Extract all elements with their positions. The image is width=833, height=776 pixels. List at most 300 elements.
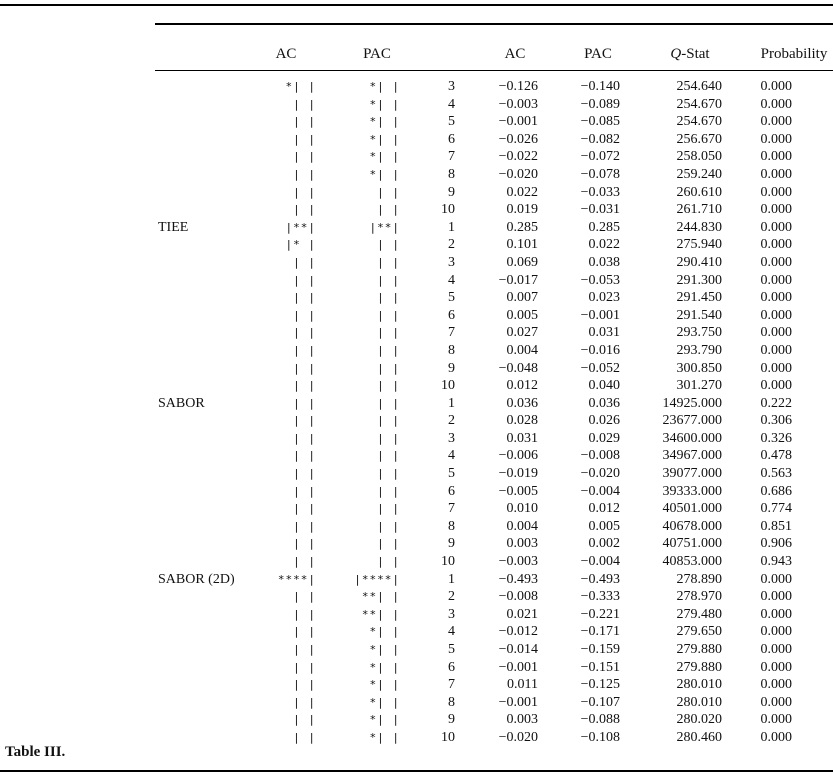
pac-value-cell: 0.002 — [588, 536, 620, 552]
probability-cell: 0.000 — [760, 325, 792, 341]
probability-cell: 0.000 — [760, 114, 792, 130]
series-label: SABOR (2D) — [158, 571, 235, 587]
ac-value-cell: 0.101 — [506, 237, 538, 253]
pac-value-cell: −0.033 — [580, 184, 620, 200]
probability-cell: 0.000 — [760, 219, 792, 235]
ac-correlogram-cell: | | — [293, 660, 316, 674]
table-row — [0, 324, 833, 342]
pac-value-cell: 0.012 — [588, 501, 620, 517]
bottom-rule — [0, 770, 833, 772]
probability-cell: 0.851 — [760, 518, 792, 534]
probability-cell: 0.000 — [760, 624, 792, 640]
probability-cell: 0.326 — [760, 430, 792, 446]
pac-correlogram-cell: *| | — [369, 678, 400, 692]
lag-cell: 2 — [448, 237, 455, 253]
ac-correlogram-cell: | | — [293, 396, 316, 410]
ac-value-cell: 0.019 — [506, 202, 538, 218]
ac-value-cell: 0.022 — [506, 184, 538, 200]
probability-cell: 0.306 — [760, 413, 792, 429]
pac-correlogram-cell: **| | — [361, 607, 400, 621]
pac-correlogram-cell: *| | — [369, 713, 400, 727]
ac-value-cell: 0.010 — [506, 501, 538, 517]
probability-cell: 0.000 — [760, 149, 792, 165]
table-row — [0, 447, 833, 465]
pac-correlogram-cell: | | — [377, 308, 400, 322]
lag-cell: 10 — [441, 202, 455, 218]
header-pac: PAC — [584, 46, 612, 62]
probability-cell: 0.000 — [760, 642, 792, 657]
lag-cell: 8 — [448, 166, 455, 182]
lag-cell: 1 — [448, 571, 455, 587]
ac-value-cell: 0.027 — [506, 325, 538, 341]
probability-cell: 0.000 — [760, 184, 792, 200]
pac-value-cell: 0.023 — [588, 290, 620, 306]
lag-cell: 3 — [448, 606, 455, 622]
ac-value-cell: −0.026 — [498, 131, 538, 147]
lag-cell: 5 — [448, 290, 455, 306]
ac-value-cell: −0.126 — [498, 79, 538, 94]
ac-value-cell: 0.021 — [506, 606, 538, 622]
table-row — [0, 254, 833, 272]
pac-correlogram-cell: |****| — [354, 572, 400, 586]
pac-correlogram-cell: *| | — [369, 80, 400, 93]
table-row — [0, 659, 833, 677]
probability-cell: 0.906 — [760, 536, 792, 552]
ac-value-cell: 0.011 — [507, 677, 538, 693]
header-probability: Probability — [760, 46, 828, 62]
pac-value-cell: −0.333 — [580, 589, 620, 605]
ac-value-cell: −0.017 — [498, 272, 538, 288]
table-row — [0, 518, 833, 536]
pac-correlogram-cell: | | — [377, 396, 400, 410]
q-stat-cell: 278.890 — [676, 571, 722, 587]
table-row — [0, 236, 833, 254]
probability-cell: 0.478 — [760, 448, 792, 464]
lag-cell: 4 — [448, 96, 455, 112]
q-stat-cell: 293.790 — [676, 342, 722, 358]
pac-correlogram-cell: | | — [377, 379, 400, 393]
table-row — [0, 588, 833, 606]
probability-cell: 0.774 — [760, 501, 792, 517]
q-stat-cell: 40501.000 — [662, 501, 722, 517]
table-row — [0, 289, 833, 307]
lag-cell: 8 — [448, 342, 455, 358]
pac-value-cell: −0.031 — [580, 202, 620, 218]
pac-value-cell: −0.020 — [580, 466, 620, 482]
ac-value-cell: −0.005 — [498, 483, 538, 499]
probability-cell: 0.563 — [760, 466, 792, 482]
q-stat-cell: 256.670 — [676, 131, 722, 147]
pac-value-cell: −0.151 — [580, 659, 620, 675]
pac-correlogram-cell: | | — [377, 414, 400, 428]
pac-correlogram-cell: *| | — [369, 132, 400, 146]
lag-cell: 6 — [448, 307, 455, 323]
q-stat-cell: 290.410 — [676, 254, 722, 270]
ac-correlogram-cell: | | — [293, 291, 316, 305]
table-caption: Table III. — [5, 744, 66, 760]
probability-cell: 0.000 — [760, 307, 792, 323]
pac-value-cell: −0.493 — [580, 571, 620, 587]
probability-cell: 0.000 — [760, 290, 792, 306]
pac-value-cell: 0.005 — [588, 518, 620, 534]
lag-cell: 7 — [448, 501, 455, 517]
ac-value-cell: −0.493 — [498, 571, 538, 587]
probability-cell: 0.686 — [760, 483, 792, 499]
pac-correlogram-cell: | | — [377, 502, 400, 516]
q-stat-cell: 291.540 — [676, 307, 722, 323]
q-stat-cell: 261.710 — [676, 202, 722, 218]
pac-correlogram-cell: | | — [377, 449, 400, 463]
table-row — [0, 219, 833, 237]
q-stat-cell: 280.010 — [676, 677, 722, 693]
table-row — [0, 553, 833, 571]
header-q-stat-q: Q — [670, 46, 682, 62]
q-stat-cell: 260.610 — [676, 184, 722, 200]
q-stat-cell: 278.970 — [676, 589, 722, 605]
pac-value-cell: −0.088 — [580, 712, 620, 728]
ac-value-cell: −0.001 — [498, 114, 538, 130]
ac-correlogram-cell: | | — [293, 97, 316, 111]
ac-correlogram-cell: *| | — [285, 80, 316, 93]
ac-correlogram-cell: | | — [293, 150, 316, 164]
q-stat-cell: 300.850 — [676, 360, 722, 376]
ac-correlogram-cell: | | — [293, 519, 316, 533]
pac-correlogram-cell: *| | — [369, 730, 400, 744]
ac-value-cell: 0.004 — [506, 518, 538, 534]
q-stat-cell: 40678.000 — [662, 518, 722, 534]
ac-correlogram-cell: | | — [293, 555, 316, 569]
lag-cell: 1 — [448, 395, 455, 411]
lag-cell: 4 — [448, 624, 455, 640]
probability-cell: 0.000 — [760, 694, 792, 710]
ac-value-cell: −0.020 — [498, 729, 538, 745]
pac-value-cell: −0.159 — [580, 642, 620, 657]
table-row — [0, 131, 833, 149]
lag-cell: 3 — [448, 254, 455, 270]
pac-value-cell: −0.001 — [580, 307, 620, 323]
lag-cell: 4 — [448, 448, 455, 464]
pac-correlogram-cell: *| | — [369, 97, 400, 111]
ac-value-cell: 0.031 — [506, 430, 538, 446]
probability-cell: 0.000 — [760, 272, 792, 288]
ac-value-cell: −0.014 — [498, 642, 538, 657]
pac-value-cell: −0.053 — [580, 272, 620, 288]
lag-cell: 7 — [448, 677, 455, 693]
table-row — [0, 676, 833, 694]
table-row — [0, 694, 833, 712]
ac-correlogram-cell: | | — [293, 502, 316, 516]
pac-value-cell: −0.107 — [580, 694, 620, 710]
table-row — [0, 96, 833, 114]
lag-cell: 5 — [448, 114, 455, 130]
pac-correlogram-cell: *| | — [369, 643, 400, 656]
pac-value-cell: 0.026 — [588, 413, 620, 429]
lag-cell: 10 — [441, 554, 455, 570]
q-stat-cell: 23677.000 — [662, 413, 722, 429]
ac-value-cell: −0.001 — [498, 694, 538, 710]
ac-value-cell: 0.285 — [506, 219, 538, 235]
pac-correlogram-cell: |**| — [369, 220, 400, 234]
pac-correlogram-cell: *| | — [369, 150, 400, 164]
q-stat-cell: 293.750 — [676, 325, 722, 341]
probability-cell: 0.000 — [760, 96, 792, 112]
ac-correlogram-cell: | | — [293, 643, 316, 656]
table-row — [0, 412, 833, 430]
header-ac: AC — [504, 46, 526, 62]
ac-correlogram-cell: | | — [293, 115, 316, 129]
q-stat-cell: 279.880 — [676, 642, 722, 657]
ac-correlogram-cell: | | — [293, 203, 316, 217]
pac-correlogram-cell: | | — [377, 238, 400, 252]
probability-cell: 0.000 — [760, 712, 792, 728]
probability-cell: 0.000 — [760, 202, 792, 218]
pac-correlogram-cell: *| | — [369, 115, 400, 129]
q-stat-cell: 40751.000 — [662, 536, 722, 552]
pac-value-cell: −0.004 — [580, 483, 620, 499]
ac-value-cell: 0.003 — [506, 536, 538, 552]
probability-cell: 0.000 — [760, 571, 792, 587]
q-stat-cell: 258.050 — [676, 149, 722, 165]
pac-value-cell: −0.089 — [580, 96, 620, 112]
probability-cell: 0.943 — [760, 554, 792, 570]
lag-cell: 6 — [448, 659, 455, 675]
pac-correlogram-cell: | | — [377, 255, 400, 269]
lag-cell: 5 — [448, 466, 455, 482]
ac-value-cell: −0.001 — [498, 659, 538, 675]
table-row — [0, 535, 833, 553]
q-stat-cell: 254.670 — [676, 114, 722, 130]
q-stat-cell: 279.880 — [676, 659, 722, 675]
top-rule — [0, 4, 833, 6]
table-row — [0, 201, 833, 219]
lag-cell: 3 — [448, 79, 455, 94]
pac-value-cell: −0.078 — [580, 166, 620, 182]
ac-value-cell: 0.036 — [506, 395, 538, 411]
pac-value-cell: −0.171 — [580, 624, 620, 640]
ac-correlogram-cell: | | — [293, 537, 316, 551]
probability-cell: 0.000 — [760, 360, 792, 376]
pac-correlogram-cell: | | — [377, 555, 400, 569]
q-stat-cell: 291.450 — [676, 290, 722, 306]
ac-value-cell: −0.006 — [498, 448, 538, 464]
pac-value-cell: 0.031 — [588, 325, 620, 341]
probability-cell: 0.000 — [760, 254, 792, 270]
table-body — [0, 78, 833, 747]
lag-cell: 1 — [448, 219, 455, 235]
pac-value-cell: 0.029 — [588, 430, 620, 446]
table-row — [0, 729, 833, 747]
table-row — [0, 166, 833, 184]
lag-cell: 2 — [448, 589, 455, 605]
pac-correlogram-cell: | | — [377, 467, 400, 481]
lag-cell: 6 — [448, 131, 455, 147]
table-row — [0, 184, 833, 202]
table-row — [0, 307, 833, 325]
lag-cell: 8 — [448, 694, 455, 710]
ac-correlogram-cell: | | — [293, 467, 316, 481]
pac-value-cell: 0.285 — [588, 219, 620, 235]
pac-value-cell: 0.022 — [588, 237, 620, 253]
ac-correlogram-cell: | | — [293, 625, 316, 639]
pac-correlogram-cell: **| | — [361, 590, 400, 604]
pac-correlogram-cell: | | — [377, 343, 400, 357]
ac-correlogram-cell: | | — [293, 590, 316, 604]
probability-cell: 0.000 — [760, 659, 792, 675]
header-q-stat-rest: -Stat — [681, 46, 710, 62]
pac-correlogram-cell: | | — [377, 185, 400, 199]
lag-cell: 6 — [448, 483, 455, 499]
pac-value-cell: 0.038 — [588, 254, 620, 270]
pac-correlogram-cell: *| | — [369, 695, 400, 709]
probability-cell: 0.000 — [760, 79, 792, 94]
pac-correlogram-cell: | | — [377, 203, 400, 217]
lag-cell: 5 — [448, 642, 455, 657]
q-stat-cell: 39077.000 — [662, 466, 722, 482]
table-row — [0, 360, 833, 378]
q-stat-cell: 280.010 — [676, 694, 722, 710]
q-stat-cell: 39333.000 — [662, 483, 722, 499]
ac-correlogram-cell: | | — [293, 414, 316, 428]
q-stat-cell: 244.830 — [676, 219, 722, 235]
ac-correlogram-cell: | | — [293, 361, 316, 375]
pac-correlogram-cell: *| | — [369, 660, 400, 674]
pac-value-cell: −0.008 — [580, 448, 620, 464]
ac-value-cell: 0.012 — [506, 378, 538, 394]
header-ac-graph: AC — [275, 46, 297, 62]
ac-correlogram-cell: | | — [293, 185, 316, 199]
series-label: SABOR — [158, 395, 205, 411]
table-row — [0, 500, 833, 518]
q-stat-cell: 34967.000 — [662, 448, 722, 464]
table-row — [0, 78, 833, 96]
table-row — [0, 711, 833, 729]
ac-value-cell: 0.028 — [506, 413, 538, 429]
ac-correlogram-cell: ****| — [277, 572, 316, 586]
q-stat-cell: 259.240 — [676, 166, 722, 182]
pac-correlogram-cell: | | — [377, 431, 400, 445]
ac-value-cell: 0.069 — [506, 254, 538, 270]
table-row — [0, 430, 833, 448]
pac-correlogram-cell: | | — [377, 537, 400, 551]
lag-cell: 2 — [448, 413, 455, 429]
lag-cell: 4 — [448, 272, 455, 288]
ac-correlogram-cell: | | — [293, 607, 316, 621]
probability-cell: 0.000 — [760, 131, 792, 147]
pac-correlogram-cell: | | — [377, 484, 400, 498]
q-stat-cell: 279.650 — [676, 624, 722, 640]
q-stat-cell: 279.480 — [676, 606, 722, 622]
lag-cell: 3 — [448, 430, 455, 446]
ac-correlogram-cell: | | — [293, 695, 316, 709]
ac-correlogram-cell: | | — [293, 343, 316, 357]
ac-correlogram-cell: | | — [293, 273, 316, 287]
ac-correlogram-cell: | | — [293, 255, 316, 269]
q-stat-cell: 254.640 — [676, 79, 722, 94]
q-stat-cell: 280.460 — [676, 729, 722, 745]
ac-correlogram-cell: | | — [293, 431, 316, 445]
pac-value-cell: −0.052 — [580, 360, 620, 376]
ac-correlogram-cell: |* | — [285, 238, 316, 252]
pac-correlogram-cell: | | — [377, 326, 400, 340]
q-stat-cell: 34600.000 — [662, 430, 722, 446]
ac-value-cell: −0.003 — [498, 554, 538, 570]
pac-correlogram-cell: | | — [377, 273, 400, 287]
ac-correlogram-cell: | | — [293, 379, 316, 393]
q-stat-cell: 254.670 — [676, 96, 722, 112]
pac-value-cell: −0.016 — [580, 342, 620, 358]
q-stat-cell: 40853.000 — [662, 554, 722, 570]
pac-value-cell: −0.221 — [580, 606, 620, 622]
ac-correlogram-cell: | | — [293, 678, 316, 692]
table-row — [0, 377, 833, 395]
pac-value-cell: −0.125 — [580, 677, 620, 693]
table-row — [0, 641, 833, 659]
ac-value-cell: −0.020 — [498, 166, 538, 182]
pac-value-cell: −0.108 — [580, 729, 620, 745]
ac-value-cell: −0.012 — [498, 624, 538, 640]
table-row — [0, 571, 833, 589]
pac-correlogram-cell: *| | — [369, 167, 400, 181]
ac-value-cell: 0.003 — [506, 712, 538, 728]
probability-cell: 0.000 — [760, 237, 792, 253]
header-pac-graph: PAC — [363, 46, 391, 62]
probability-cell: 0.222 — [760, 395, 792, 411]
table-row — [0, 342, 833, 360]
ac-value-cell: −0.019 — [498, 466, 538, 482]
table-row — [0, 272, 833, 290]
ac-correlogram-cell: | | — [293, 167, 316, 181]
q-stat-cell: 280.020 — [676, 712, 722, 728]
ac-value-cell: −0.048 — [498, 360, 538, 376]
header-bottom-rule — [155, 70, 833, 71]
lag-cell: 9 — [448, 360, 455, 376]
table-row — [0, 483, 833, 501]
table-row — [0, 148, 833, 166]
ac-value-cell: 0.007 — [506, 290, 538, 306]
q-stat-cell: 291.300 — [676, 272, 722, 288]
probability-cell: 0.000 — [760, 166, 792, 182]
probability-cell: 0.000 — [760, 606, 792, 622]
ac-correlogram-cell: | | — [293, 449, 316, 463]
table-row — [0, 465, 833, 483]
table-row — [0, 395, 833, 413]
pac-value-cell: −0.082 — [580, 131, 620, 147]
pac-value-cell: −0.085 — [580, 114, 620, 130]
probability-cell: 0.000 — [760, 729, 792, 745]
lag-cell: 9 — [448, 184, 455, 200]
pac-value-cell: 0.036 — [588, 395, 620, 411]
table-row — [0, 623, 833, 641]
lag-cell: 9 — [448, 712, 455, 728]
table-row — [0, 606, 833, 624]
pac-correlogram-cell: | | — [377, 361, 400, 375]
pac-value-cell: 0.040 — [588, 378, 620, 394]
lag-cell: 10 — [441, 729, 455, 745]
ac-correlogram-cell: | | — [293, 484, 316, 498]
header-top-rule — [155, 23, 833, 25]
table-row — [0, 113, 833, 131]
ac-value-cell: −0.008 — [498, 589, 538, 605]
ac-value-cell: −0.022 — [498, 149, 538, 165]
pac-correlogram-cell: | | — [377, 519, 400, 533]
lag-cell: 10 — [441, 378, 455, 394]
probability-cell: 0.000 — [760, 342, 792, 358]
header-q-stat — [670, 46, 709, 63]
lag-cell: 7 — [448, 149, 455, 165]
ac-correlogram-cell: | | — [293, 326, 316, 340]
q-stat-cell: 275.940 — [676, 237, 722, 253]
ac-value-cell: −0.003 — [498, 96, 538, 112]
